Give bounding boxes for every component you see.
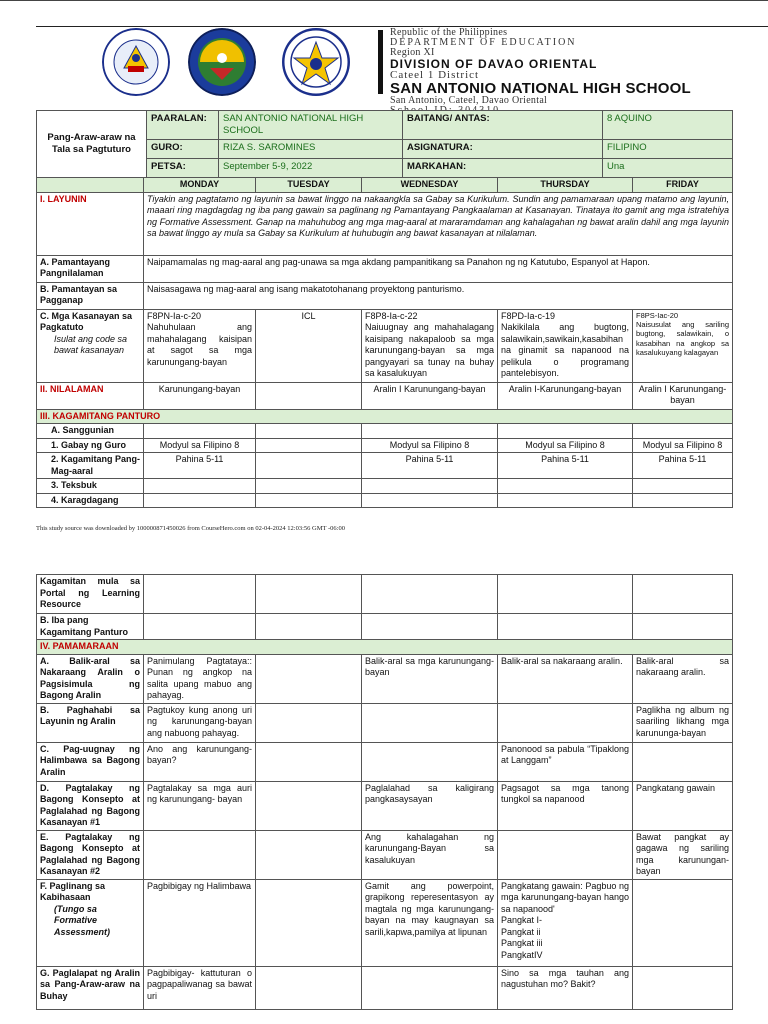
step-a-monday: Panimulang Pagtataya:: Punan ng angkop na salita upang mabuo ang pahayag.	[144, 654, 256, 703]
nilalaman-wednesday: Aralin I Karunungang-bayan	[362, 382, 498, 409]
paaralan-label: PAARALAN:	[147, 111, 219, 140]
kasanayan-label-cell	[37, 309, 144, 382]
step-f-thursday	[498, 879, 633, 966]
republic-text: Republic of the Philippines	[390, 27, 508, 38]
day-wednesday: WEDNESDAY	[362, 178, 498, 193]
pamamaraan-row	[37, 640, 733, 655]
step-g-label: G. Paglalapat ng Aralin sa Pang-Araw-araw na Buhay	[37, 966, 144, 1009]
gabay-wednesday: Modyul sa Filipino 8	[362, 438, 498, 453]
kasanayan-wednesday	[362, 309, 498, 382]
iba-pang-row	[37, 614, 733, 640]
step-g-monday: Pagbibigay- kattuturan o pagpapaliwanag sa bawat uri	[144, 966, 256, 1009]
info-table	[36, 110, 733, 178]
deped-seal-logo	[102, 28, 170, 96]
pamamaraan-label: IV. PAMAMARAAN	[37, 640, 733, 655]
baitang-label: BAITANG/ ANTAS:	[403, 111, 603, 140]
step-a-friday: Balik-aral sa nakaraang aralin.	[633, 654, 733, 703]
petsa-label: PETSA:	[147, 159, 219, 178]
pahina-thursday: Pahina 5-11	[498, 453, 633, 479]
nilalaman-row	[37, 382, 733, 409]
step-f-monday: Pagbibigay ng Halimbawa	[144, 879, 256, 966]
pahina-monday: Pahina 5-11	[144, 453, 256, 479]
letterhead	[0, 26, 768, 106]
kasanayan-wednesday-code: F8P8-Ia-c-22	[365, 310, 418, 321]
nilalaman-tuesday	[256, 382, 362, 409]
day-tuesday: TUESDAY	[256, 178, 362, 193]
kasanayan-monday-text: Nahuhulaan ang mahahalagang kaisipan at sagot sa mga karunungang-bayan	[147, 322, 252, 367]
step-f-thursday-text: Pangkatang gawain: Pagbuo ng mga karunungang-bayan hango sa napanood'	[501, 880, 629, 914]
kasanayan-monday	[144, 309, 256, 382]
portal-label: Kagamitan mula sa Portal ng Learning Resource	[37, 575, 144, 614]
layunin-row	[37, 192, 733, 255]
division-seal-logo	[188, 28, 256, 96]
baitang-value: 8 AQUINO	[603, 111, 733, 140]
step-d-row	[37, 781, 733, 830]
pamantayang-pangnilalaman-label: A. Pamantayang Pangnilalaman	[37, 255, 144, 282]
school-name-text: SAN ANTONIO NATIONAL HIGH SCHOOL	[390, 80, 691, 97]
days-header-row	[37, 178, 733, 193]
department-text: DEPARTMENT OF EDUCATION	[390, 37, 577, 48]
step-f-thursday-group2: Pangkat ii	[501, 926, 541, 937]
iba-pang-label: B. Iba pang Kagamitang Panturo	[37, 614, 144, 640]
step-g-row	[37, 966, 733, 1009]
pamantayan-pagganap-row	[37, 282, 733, 309]
step-a-wednesday: Balik-aral sa mga karunungang-bayan	[362, 654, 498, 703]
layunin-text: Tiyakin ang pagtatamo ng layunin sa bawat linggo na nakaangkla sa Gabay sa Kurikulum. Sundin ang pamamaraan upang matamo ang layunin, maaari ring magdagdag ng iba pang gawain sa paglinang ng Pamantayang Pangkaalaman at Kasanayan. Tinataya ito gamit ang mga istratehiya ng Formative Assessment. Ganap na mahuhubog ang mga mag-aaral at mararamdaman ang kahalagahan ng bawat aralin dahil ang mga layunin sa bawat linggo ay mula sa Gabay sa Kurikulum at huhubugin ang bawat kasanayan at nilalaman.	[144, 192, 733, 255]
kagamitang-label: III. KAGAMITANG PANTURO	[37, 409, 733, 424]
step-e-label: E. Pagtalakay ng Bagong Konsepto at Paglalahad ng Bagong Kasanayan #2	[37, 830, 144, 879]
pamantayang-pangnilalaman-text: Naipamamalas ng mag-aaral ang pag-unawa sa mga akdang pampanitikang sa Panahon ng ng Katutubo, Espanyol at Hapon.	[144, 255, 733, 282]
step-a-thursday: Balik-aral sa nakaraang aralin.	[498, 654, 633, 703]
district-text: Cateel 1 District	[390, 69, 480, 81]
step-f-thursday-group1: Pangkat I-	[501, 915, 543, 926]
letterhead-divider	[378, 30, 383, 94]
magaaral-label: 2. Kagamitang Pang-Mag-aaral	[37, 453, 144, 479]
day-monday: MONDAY	[144, 178, 256, 193]
step-e-friday: Bawat pangkat ay gagawa ng sariling mga karunungan-bayan	[633, 830, 733, 879]
step-f-sublabel: (Tungo sa Formative Assessment)	[54, 903, 111, 937]
pamantayan-pagganap-text: Naisasagawa ng mag-aaral ang isang makatotohanang proyektong panturismo.	[144, 282, 733, 309]
kagamitang-row	[37, 409, 733, 424]
step-a-label: A. Balik-aral sa Nakaraang Aralin o Pagsisimula ng Bagong Aralin	[37, 654, 144, 703]
nilalaman-label: II. NILALAMAN	[37, 382, 144, 409]
days-header-blank	[37, 178, 144, 193]
kasanayan-friday	[633, 309, 733, 382]
petsa-value: September 5-9, 2022	[219, 159, 403, 178]
step-g-thursday: Sino sa mga tauhan ang nagustuhan mo? Bakit?	[498, 966, 633, 1009]
region-text: Region XI	[390, 47, 435, 58]
step-e-row	[37, 830, 733, 879]
kasanayan-sublabel: Isulat ang code sa bawat kasanayan	[54, 333, 128, 356]
step-d-monday: Pagtalakay sa mga auri ng karunungang- bayan	[144, 781, 256, 830]
gabay-monday: Modyul sa Filipino 8	[144, 438, 256, 453]
guro-value: RIZA S. SAROMINES	[219, 140, 403, 159]
step-d-thursday: Pagsagot sa mga tanong tungkol sa napanood	[498, 781, 633, 830]
teksbuk-row	[37, 479, 733, 494]
layunin-label: I. LAYUNIN	[37, 192, 144, 255]
gabay-label: 1. Gabay ng Guro	[37, 438, 144, 453]
kasanayan-friday-text: Naisusulat ang sariling bugtong, salawikain, o kasabihan na angkop sa kasalukuyang kalagayan	[636, 319, 729, 358]
kasanayan-thursday	[498, 309, 633, 382]
pamantayang-pangnilalaman-row	[37, 255, 733, 282]
address-text: San Antonio, Cateel, Davao Oriental	[390, 95, 548, 106]
letterhead-text	[390, 28, 760, 116]
step-c-row	[37, 742, 733, 781]
step-d-wednesday: Paglalahad sa kaligirang pangkasaysayan	[362, 781, 498, 830]
magaaral-row	[37, 453, 733, 479]
asignatura-value: FILIPINO	[603, 140, 733, 159]
day-thursday: THURSDAY	[498, 178, 633, 193]
step-f-row	[37, 879, 733, 966]
kasanayan-friday-code: F8PS-Iac-20	[636, 310, 679, 320]
step-f-thursday-group3: Pangkat iii	[501, 938, 543, 949]
page-top-border	[0, 0, 768, 1]
download-notice: This study source was downloaded by 100000871450026 from CourseHero.com on 02-04-2024 12:03:56 GMT -06:00	[36, 525, 345, 532]
kasanayan-wednesday-text: Naiuugnay ang mahahalagang kaisipang nakapaloob sa mga karunungang-bayan sa mga pangyayari sa tunay na buhay sa kasalukuyan	[365, 322, 494, 379]
step-f-label: F. Paglinang sa Kabihasaan	[40, 880, 106, 903]
step-e-wednesday: Ang kahalagahan ng karunungang-Bayan sa kasalukuyan	[362, 830, 498, 879]
asignatura-label: ASIGNATURA:	[403, 140, 603, 159]
day-friday: FRIDAY	[633, 178, 733, 193]
lesson-log-table	[36, 177, 733, 508]
nilalaman-monday: Karunungang-bayan	[144, 382, 256, 409]
kasanayan-monday-code: F8PN-Ia-c-20	[147, 310, 202, 321]
karagdagang-row	[37, 493, 733, 508]
nilalaman-thursday: Aralin I-Karunungang-bayan	[498, 382, 633, 409]
portal-row	[37, 575, 733, 614]
lesson-log-table-continued	[36, 574, 733, 1010]
pamantayan-pagganap-label: B. Pamantayan sa Pagganap	[37, 282, 144, 309]
kasanayan-thursday-text: Nakikilala ang bugtong, salawikain,sawikain,kasabihan na ginamit sa napanood na pelikula o programang pantelebisyon.	[501, 322, 629, 379]
gabay-thursday: Modyul sa Filipino 8	[498, 438, 633, 453]
step-c-label: C. Pag-uugnay ng Halimbawa sa Bagong Aralin	[37, 742, 144, 781]
division-text: DIVISION OF DAVAO ORIENTAL	[390, 57, 598, 71]
step-f-thursday-group4: PangkatIV	[501, 949, 543, 960]
step-d-label: D. Pagtalakay ng Bagong Konsepto at Paglalahad ng Bagong Kasanayan #1	[37, 781, 144, 830]
paaralan-value: SAN ANTONIO NATIONAL HIGH SCHOOL	[219, 111, 403, 140]
pahina-wednesday: Pahina 5-11	[362, 453, 498, 479]
dll-title: Pang-Araw-araw na Tala sa Pagtuturo	[37, 111, 147, 178]
step-b-row	[37, 703, 733, 742]
step-b-monday: Pagtukoy kung anong uri ng karunungang-bayan ang nabuong pahayag.	[144, 703, 256, 742]
step-c-thursday: Panonood sa pabula “Tipaklong at Langgam”	[498, 742, 633, 781]
step-c-monday: Ano ang karunungang-bayan?	[144, 742, 256, 781]
kasanayan-row	[37, 309, 733, 382]
step-b-friday: Paglikha ng album ng saariling likhang mga karununga-bayan	[633, 703, 733, 742]
step-a-row	[37, 654, 733, 703]
karagdagang-label: 4. Karagdagang	[37, 493, 144, 508]
step-b-label: B. Paghahabi sa Layunin ng Aralin	[37, 703, 144, 742]
school-seal-logo	[282, 28, 350, 96]
markahan-value: Una	[603, 159, 733, 178]
step-f-wednesday: Gamit ang powerpoint, grapikong reperesentasyon ay magtala ng mga karunungang-bayan na may kaugnayan sa sarili,kapwa,pamilya at lipunan	[362, 879, 498, 966]
step-d-friday: Pangkatang gawain	[633, 781, 733, 830]
step-f-label-cell	[37, 879, 144, 966]
guro-label: GURO:	[147, 140, 219, 159]
pahina-friday: Pahina 5-11	[633, 453, 733, 479]
markahan-label: MARKAHAN:	[403, 159, 603, 178]
gabay-row	[37, 438, 733, 453]
sanggunian-label: A. Sanggunian	[37, 424, 144, 439]
teksbuk-label: 3. Teksbuk	[37, 479, 144, 494]
kasanayan-thursday-code: F8PD-Ia-c-19	[501, 310, 556, 321]
gabay-friday: Modyul sa Filipino 8	[633, 438, 733, 453]
kasanayan-label: C. Mga Kasanayan sa Pagkatuto	[40, 310, 133, 333]
nilalaman-friday: Aralin I Karunungang-bayan	[633, 382, 733, 409]
sanggunian-row	[37, 424, 733, 439]
kasanayan-tuesday: ICL	[256, 309, 362, 382]
